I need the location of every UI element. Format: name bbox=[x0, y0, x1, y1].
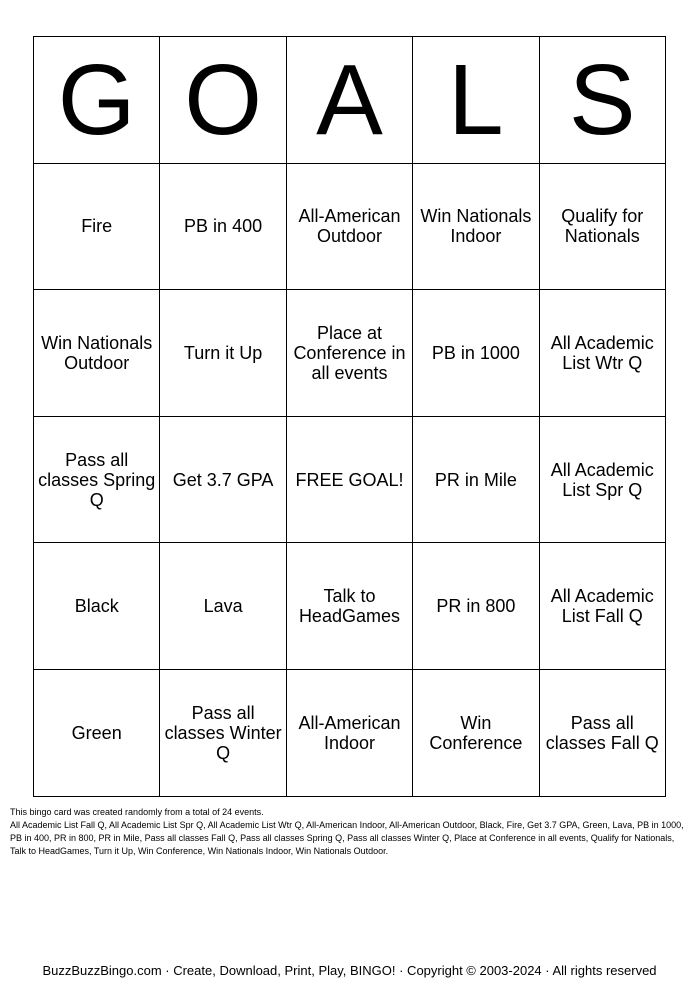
bingo-card bbox=[33, 36, 666, 797]
bingo-cell-text: Pass all classes Fall Q bbox=[545, 712, 659, 753]
bingo-cell-text: All Academic List Spr Q bbox=[550, 459, 654, 500]
bingo-cell bbox=[34, 290, 160, 417]
bingo-cell bbox=[413, 163, 539, 290]
bingo-cell bbox=[286, 669, 412, 796]
bingo-cell-text: Talk to HeadGames bbox=[298, 586, 400, 627]
header-letter-l: L bbox=[413, 37, 539, 164]
bingo-cell bbox=[286, 543, 412, 670]
card-row-5 bbox=[34, 669, 666, 796]
bingo-cell-text: Turn it Up bbox=[183, 342, 263, 363]
bingo-cell-text: PR in Mile bbox=[434, 469, 517, 490]
bingo-cell bbox=[34, 543, 160, 670]
bingo-cell bbox=[539, 543, 665, 670]
bingo-cell-text: Pass all classes Winter Q bbox=[164, 702, 282, 763]
card-row-1 bbox=[34, 163, 666, 290]
bingo-cell bbox=[160, 416, 286, 543]
bingo-cell-text: Win Nationals Outdoor bbox=[41, 332, 153, 373]
bingo-cell-text: Win Conference bbox=[429, 712, 523, 753]
bingo-cell bbox=[160, 543, 286, 670]
bingo-cell-text: Pass all classes Spring Q bbox=[38, 449, 156, 510]
bingo-cell-text: Win Nationals Indoor bbox=[420, 206, 532, 247]
bingo-cell bbox=[160, 290, 286, 417]
header-letter-a: A bbox=[286, 37, 412, 164]
bingo-cell-text: PB in 1000 bbox=[431, 342, 520, 363]
bingo-cell bbox=[413, 543, 539, 670]
card-summary: This bingo card was created randomly from a total of 24 events. bbox=[10, 807, 264, 817]
bingo-cell bbox=[539, 416, 665, 543]
footer-credits: BuzzBuzzBingo.com · Create, Download, Print, Play, BINGO! · Copyright © 2003-2024 · All rights reserved bbox=[42, 963, 657, 978]
header-row bbox=[34, 37, 666, 164]
bingo-cell-text: PR in 800 bbox=[436, 596, 516, 617]
bingo-cell-text: Lava bbox=[203, 596, 243, 617]
bingo-cell bbox=[413, 669, 539, 796]
bingo-cell-text: Place at Conference in all events bbox=[293, 322, 406, 383]
bingo-cell bbox=[286, 290, 412, 417]
bingo-cell-text: Qualify for Nationals bbox=[561, 206, 644, 247]
bingo-cell bbox=[413, 290, 539, 417]
header-letter-o: O bbox=[160, 37, 286, 164]
card-row-4 bbox=[34, 543, 666, 670]
free-cell bbox=[286, 416, 412, 543]
bingo-cell bbox=[160, 669, 286, 796]
bingo-cell bbox=[286, 163, 412, 290]
card-info bbox=[10, 806, 688, 858]
bingo-cell-text: Green bbox=[71, 722, 122, 743]
event-list: All Academic List Fall Q, All Academic List Spr Q, All Academic List Wtr Q, All-American Indoor, All-American Outdoor, Black, Fire, Get 3.7 GPA, Green, Lava, PB in 1000, PB in 400, PR in 800, PR in Mile, Pass all classes Fall Q, Pass all classes Spring Q, Pass all classes Winter Q, Place at Conference in all events, Qualify for Nationals, Talk to HeadGames, Turn it Up, Win Conference, Win Nationals Indoor, Win Nationals Outdoor. bbox=[10, 820, 684, 856]
bingo-cell-text: All Academic List Wtr Q bbox=[550, 332, 654, 373]
bingo-cell bbox=[539, 163, 665, 290]
bingo-cell-text: Fire bbox=[81, 216, 113, 237]
bingo-cell bbox=[413, 416, 539, 543]
bingo-cell bbox=[34, 669, 160, 796]
free-cell-text: FREE GOAL! bbox=[295, 469, 404, 490]
bingo-cell bbox=[34, 163, 160, 290]
bingo-cell bbox=[539, 290, 665, 417]
bingo-cell bbox=[160, 163, 286, 290]
bingo-cell-text: All Academic List Fall Q bbox=[550, 586, 654, 627]
bingo-cell bbox=[34, 416, 160, 543]
header-letter-s: S bbox=[539, 37, 665, 164]
bingo-cell-text: All-American Outdoor bbox=[298, 206, 401, 247]
header-letter-g: G bbox=[34, 37, 160, 164]
bingo-cell bbox=[539, 669, 665, 796]
bingo-cell-text: PB in 400 bbox=[184, 216, 263, 237]
bingo-cell-text: All-American Indoor bbox=[298, 712, 401, 753]
bingo-cell-text: Get 3.7 GPA bbox=[172, 469, 274, 490]
bingo-cell-text: Black bbox=[74, 596, 119, 617]
card-row-3 bbox=[34, 416, 666, 543]
card-row-2 bbox=[34, 290, 666, 417]
